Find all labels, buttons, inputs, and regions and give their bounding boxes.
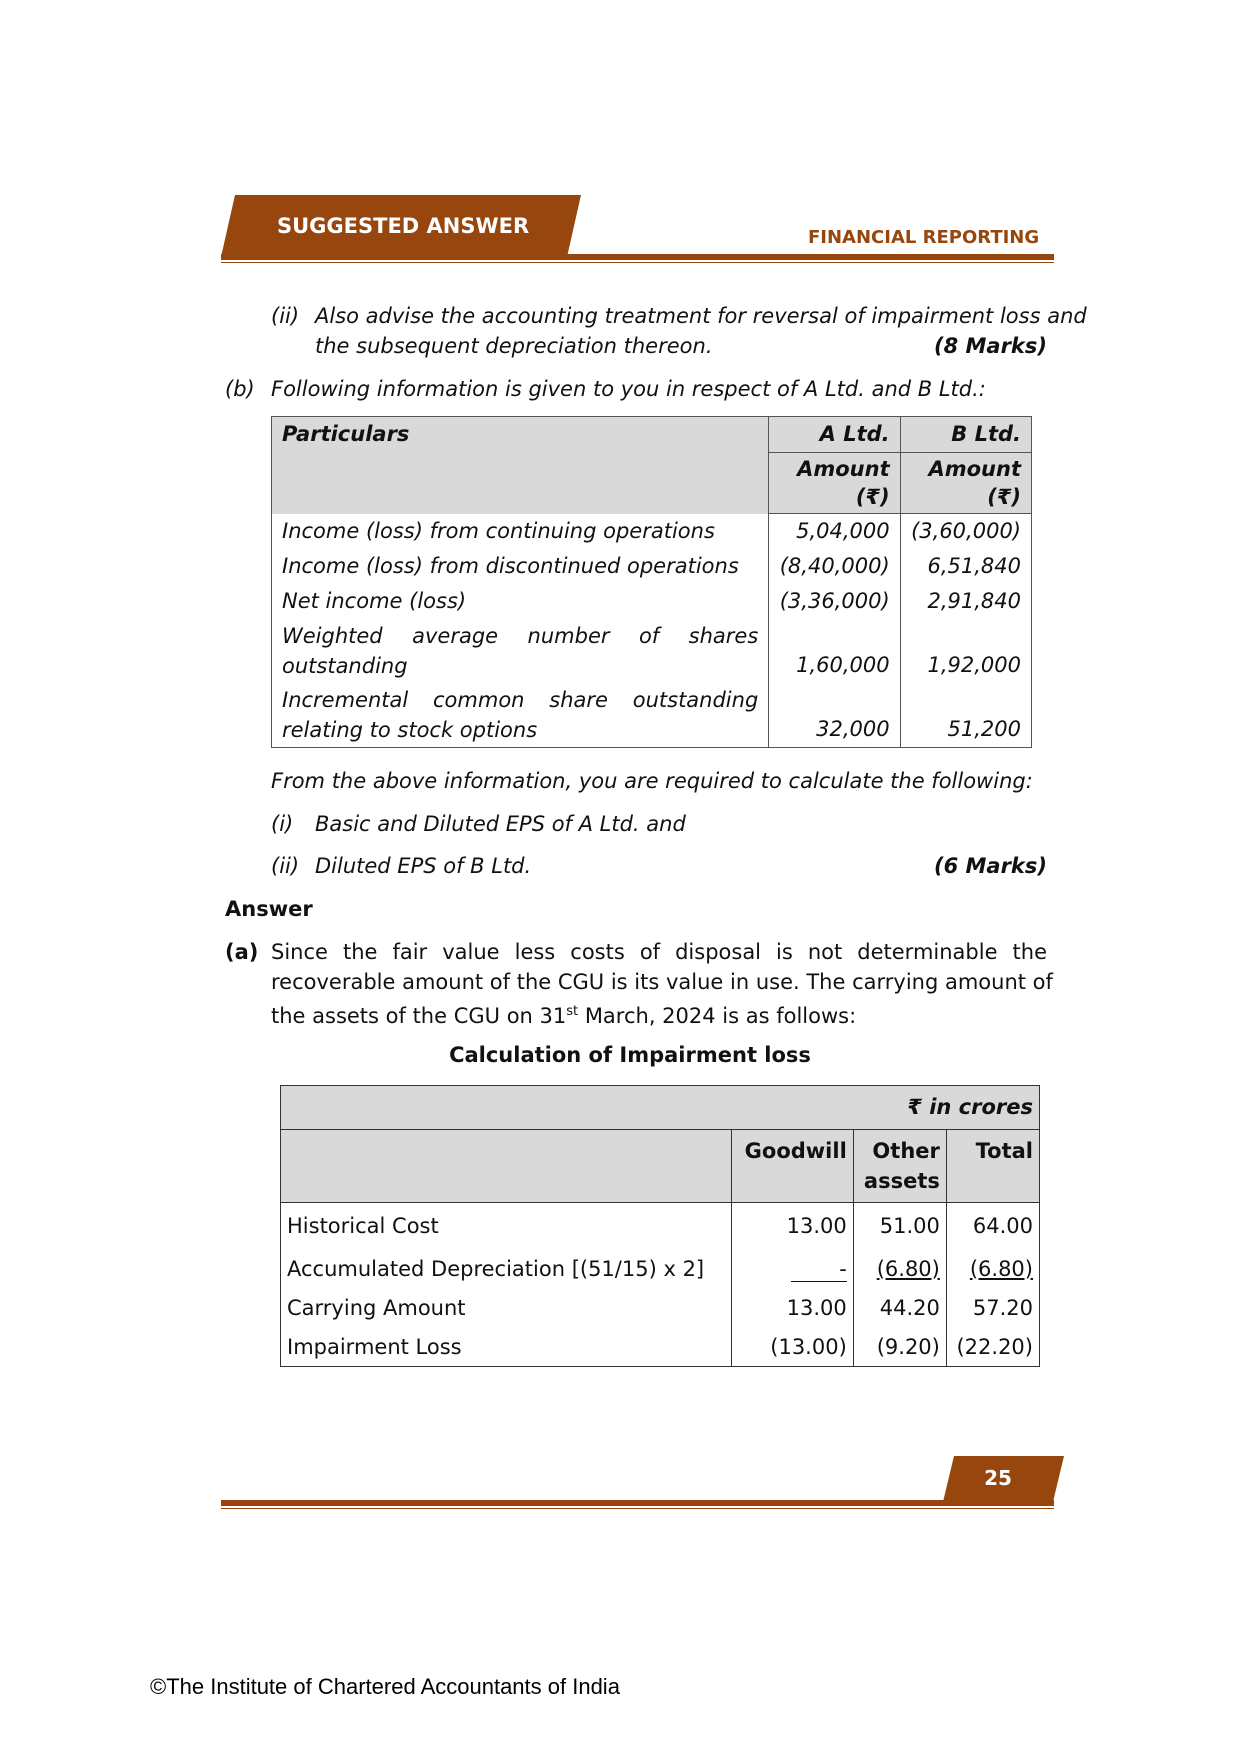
question-a-ii-number: (ii) xyxy=(271,304,300,328)
col-goodwill: Goodwill xyxy=(732,1130,853,1203)
footer-rule-thin xyxy=(221,1508,1054,1509)
col-particulars: Particulars xyxy=(272,417,769,514)
question-b-sub-i: Basic and Diluted EPS of A Ltd. and xyxy=(315,812,686,836)
table-header-row xyxy=(281,1130,1040,1203)
copyright-text: ©The Institute of Chartered Accountants of India xyxy=(150,1674,620,1699)
table-row: Income (loss) from continuing operations 5,04,000 (3,60,000) xyxy=(272,514,1032,550)
table-row: Historical Cost 13.00 51.00 64.00 xyxy=(281,1203,1040,1243)
header-rule xyxy=(221,254,1054,260)
page-number: 25 xyxy=(984,1466,1012,1490)
impairment-table-title: Calculation of Impairment loss xyxy=(449,1043,811,1067)
col-a-amount: Amount (₹) xyxy=(769,453,900,514)
impairment-table xyxy=(280,1085,1040,1367)
col-other-assets: Other assets xyxy=(853,1130,946,1203)
question-a-ii-line2: the subsequent depreciation thereon. xyxy=(315,334,713,358)
footer-rule xyxy=(221,1500,1054,1506)
header-rule-thin xyxy=(221,262,1054,263)
unit-row xyxy=(281,1086,1040,1130)
table-row: Accumulated Depreciation [(51/15) x 2] - (6.80) (6.80) xyxy=(281,1242,1040,1285)
table-row: Income (loss) from discontinued operations (8,40,000) 6,51,840 xyxy=(272,549,1032,584)
table-row: Net income (loss) (3,36,000) 2,91,840 xyxy=(272,584,1032,619)
question-a-marks: (8 Marks) xyxy=(933,334,1047,358)
col-total: Total xyxy=(946,1130,1039,1203)
question-b-marks: (6 Marks) xyxy=(933,854,1047,878)
unit-label: ₹ in crores xyxy=(281,1086,1040,1130)
question-a-ii-line1: Also advise the accounting treatment for reversal of impairment loss and xyxy=(315,304,1087,328)
answer-heading: Answer xyxy=(225,897,313,921)
eps-info-table xyxy=(271,416,1032,748)
question-b-requirement: From the above information, you are required to calculate the following: xyxy=(271,769,1033,793)
question-b-number: (b) xyxy=(225,377,255,401)
col-b-ltd: B Ltd. xyxy=(900,417,1031,453)
col-b-amount: Amount (₹) xyxy=(900,453,1031,514)
table-row: Impairment Loss (13.00) (9.20) (22.20) xyxy=(281,1324,1040,1367)
answer-a-line2: recoverable amount of the CGU is its value in use. The carrying amount of xyxy=(271,970,1053,994)
col-a-ltd: A Ltd. xyxy=(769,417,900,453)
table-header-row xyxy=(272,417,1032,453)
answer-a-line1: Since the fair value less costs of disposal is not determinable the xyxy=(271,940,1047,964)
answer-a-number: (a) xyxy=(225,940,259,964)
question-b-sub-i-number: (i) xyxy=(271,812,294,836)
question-b-intro: Following information is given to you in respect of A Ltd. and B Ltd.: xyxy=(271,377,986,401)
answer-a-line3: the assets of the CGU on 31st March, 2024 is as follows: xyxy=(271,1004,857,1028)
table-row: Carrying Amount 13.00 44.20 57.20 xyxy=(281,1285,1040,1324)
header-tab-title: SUGGESTED ANSWER xyxy=(277,214,530,238)
question-b-sub-ii: Diluted EPS of B Ltd. xyxy=(315,854,532,878)
question-b-sub-ii-number: (ii) xyxy=(271,854,300,878)
table-row: Incremental common share outstanding relating to stock options 32,000 51,200 xyxy=(272,683,1032,748)
table-row: Weighted average number of shares outstanding 1,60,000 1,92,000 xyxy=(272,619,1032,683)
header-subject-title: FINANCIAL REPORTING xyxy=(808,227,1040,248)
